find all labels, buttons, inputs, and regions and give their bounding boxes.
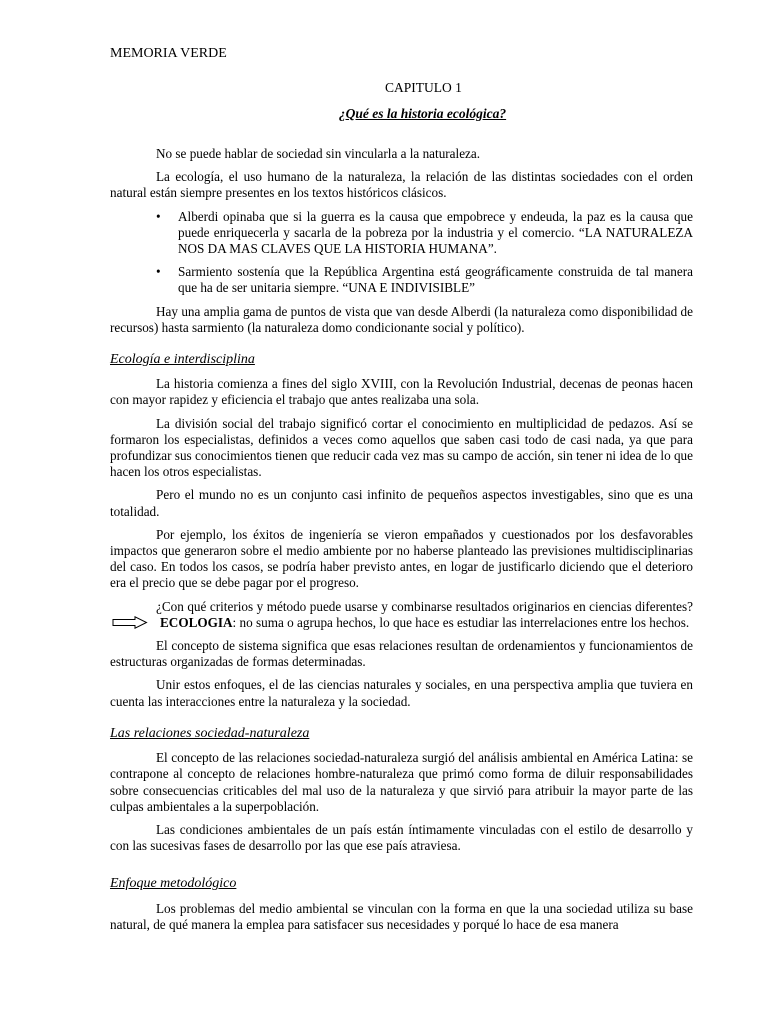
list-item: • Alberdi opinaba que si la guerra es la causa que empobrece y endeuda, la paz es la causa que puede enriquecerla y sacarla de la pobreza por la industria y el comercio. “LA NATURALEZA NOS DA MAS CLAVES QUE LA HISTORIA HUMANA”.	[156, 208, 693, 257]
document-body	[110, 146, 693, 940]
arrow-right-icon	[112, 616, 148, 629]
paragraph: El concepto de las relaciones sociedad-naturaleza surgió del análisis ambiental en América Latina: se contrapone al concepto de relaciones hombre-naturaleza que primó como forma de diluir responsabilidades sobre consecuencias criticables del mal uso de la naturaleza y que sirvió para atribuir la mayor parte de las culpas ambientales a la superpoblación.	[110, 750, 693, 814]
paragraph: La ecología, el uso humano de la naturaleza, la relación de las distintas sociedades con el orden natural están siempre presentes en los textos históricos clásicos.	[110, 169, 693, 201]
bullet-icon: •	[156, 264, 161, 280]
paragraph: Hay una amplia gama de puntos de vista que van desde Alberdi (la naturaleza como disponibilidad de recursos) hasta sarmiento (la naturaleza domo condicionante social y político).	[110, 303, 693, 335]
document-header: MEMORIA VERDE	[110, 46, 227, 61]
paragraph: La división social del trabajo significó cortar el conocimiento en multiplicidad de pedazos. Así se formaron los especialistas, definidos a veces como aquellos que saben casi todo de casi nada, ya que para profundizar sus conocimientos tienen que reducir cada vez mas su campo de acción, sin tener ni idea de lo que hacen los otros especialistas.	[110, 415, 693, 480]
section-heading: Ecología e interdisciplina	[110, 352, 255, 368]
paragraph: No se puede hablar de sociedad sin vincularla a la naturaleza.	[156, 146, 481, 161]
chapter-title: ¿Qué es la historia ecológica?	[338, 106, 507, 121]
bullet-list	[110, 209, 693, 297]
paragraph: Unir estos enfoques, el de las ciencias naturales y sociales, en una perspectiva amplia que tuviera en cuenta las interacciones entre la naturaleza y la sociedad.	[110, 677, 693, 709]
section-heading: Enfoque metodológico	[110, 876, 237, 892]
paragraph: Por ejemplo, los éxitos de ingeniería se vieron empañados y cuestionados por los desfavorables impactos que generaron sobre el medio ambiente por no haberse planteado las previsiones multidisciplinarias del caso. En todos los casos, se podría haber previsto antes, en logar de justificarlo diciendo que el deterioro era el precio que se debe pagar por el progreso.	[110, 526, 693, 591]
paragraph: Los problemas del medio ambiental se vinculan con la forma en que la una sociedad utiliza su base natural, de qué manera la emplea para satisfacer sus necesidades y porqué lo hace de esa manera	[110, 900, 693, 932]
paragraph: La historia comienza a fines del siglo XVIII, con la Revolución Industrial, decenas de peonas hacen con mayor rapidez y eficiencia el trabajo que antes realizaba una sola.	[110, 376, 693, 408]
paragraph: El concepto de sistema significa que esas relaciones resultan de ordenamientos y funcionamientos de estructuras organizadas de formas determinadas.	[110, 638, 693, 670]
paragraph: Pero el mundo no es un conjunto casi infinito de pequeños aspectos investigables, sino que es una totalidad.	[110, 487, 693, 519]
list-item: • Sarmiento sostenía que la República Argentina está geográficamente construida de tal manera que ha de ser unitaria siempre. “UNA E INDIVISIBLE”	[156, 264, 693, 296]
paragraph: Las condiciones ambientales de un país están íntimamente vinculadas con el estilo de desarrollo y con las sucesivas fases de desarrollo por las que ese país atraviesa.	[110, 821, 693, 854]
section-heading: Las relaciones sociedad-naturaleza	[110, 725, 310, 741]
chapter-label: CAPITULO 1	[385, 80, 462, 95]
bullet-icon: •	[156, 208, 161, 224]
ecologia-term: ECOLOGIA	[160, 614, 233, 630]
paragraph: ¿Con qué criterios y método puede usarse y combinarse resultados originarios en ciencias diferentes?ECOLOGIA: no suma o agrupa hechos, lo que hace es estudiar las interrelaciones entre los hechos.	[110, 599, 693, 631]
